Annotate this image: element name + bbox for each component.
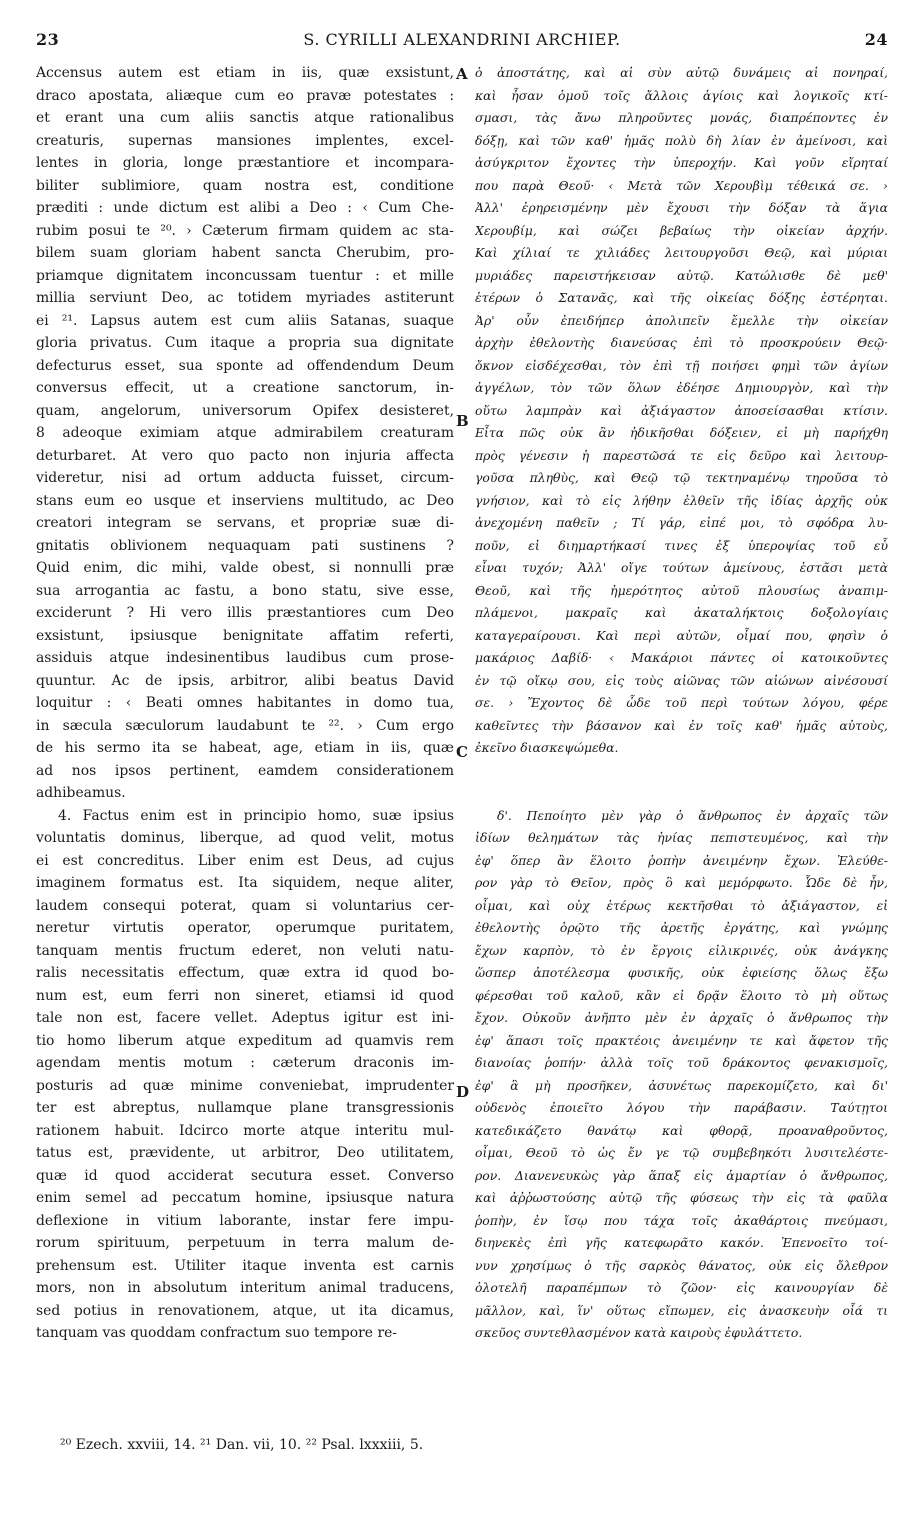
- text-line: ἔχων καρπὸν, τὸ ἐν ἔργοις εἰλικρινές, οὐκ ἀνάγκης: [475, 942, 888, 958]
- text-line: exciderunt ? Hi vero illis præstantiores cum Deo: [36, 605, 454, 621]
- text-line: ἀνεχομένη παθεῖν ; Τί γάρ, εἰπέ μοι, τὸ σφόδρα λυ-: [475, 515, 888, 530]
- text-line: mors, non in absolutum interitum animal traducens,: [36, 1280, 454, 1296]
- text-line: δόξῃ, καὶ τῶν καθ' ἡμᾶς πολὺ δὴ λίαν ἐν ἀμείνοσι, καὶ: [475, 132, 888, 148]
- text-line: ρον. Διανενευκὼς γὰρ ἅπαξ εἰς ἁμαρτίαν ὁ ἄνθρωπος,: [475, 1167, 888, 1183]
- text-line: ter est abreptus, nullamque plane transgressionis: [36, 1100, 454, 1116]
- text-line: καθεῖντες τὴν βάσανον καὶ ἐν τοῖς καθ' ἡμᾶς αὐτοὺς,: [475, 717, 888, 733]
- text-line: rorum spirituum, perpetuum in terra malum de-: [36, 1235, 454, 1251]
- text-line: διηνεκὲς ἐπὶ γῆς κατεφωρᾶτο κακόν. Ἐπενοεῖτο τοί-: [475, 1235, 888, 1250]
- text-line: adhibeamus.: [36, 785, 126, 801]
- greek-column: [475, 62, 888, 1345]
- text-line: ei est concreditus. Liber enim est Deus, ad cujus: [36, 852, 454, 869]
- text-line: posturis ad quæ minime conveniebat, imprudenter: [36, 1077, 454, 1094]
- text-line: σκεῦος συντεθλασμένον κατὰ καιροὺς ἐφυλάττετο.: [475, 1325, 803, 1340]
- text-line: rationem habuit. Idcirco morte atque interitu mul-: [36, 1122, 454, 1139]
- text-line: Ἀρ' οὖν ἐπειδήπερ ἀπολιπεῖν ἔμελλε τὴν οἰκείαν: [475, 312, 888, 328]
- text-line: Θεοῦ, καὶ τῆς ἡμερότητος αὐτοῦ πλουσίως ἀναπιμ-: [475, 582, 888, 598]
- running-header: [36, 30, 888, 54]
- text-line: conversus effecit, ut a creatione sanctorum, in-: [36, 380, 454, 396]
- text-line: tanquam vas quoddam confractum suo tempore re-: [36, 1325, 398, 1341]
- text-line: ὁλοτελῆ παραπέμπων τὸ ζῶον· εἰς καινουργίαν δὲ: [475, 1280, 888, 1295]
- text-line: de his sermo ita se habeat, age, etiam in iis, quæ: [36, 740, 454, 756]
- text-line: ἐφ' ἃ μὴ προσῆκεν, ἀσυνέτως παρεκομίζετο, καὶ δι': [475, 1077, 888, 1093]
- text-line: φέρεσθαι τοῦ καλοῦ, κἂν εἰ δρᾷν ἕλοιτο τὸ μὴ οὕτως: [475, 987, 888, 1003]
- text-line: ἰδίων θελημάτων τὰς ἡνίας πεπιστευμένος, καὶ τὴν: [475, 830, 888, 845]
- text-line: lentes in gloria, longe præstantiore et incompara-: [36, 155, 454, 171]
- text-line: ρον γὰρ τὸ Θεῖον, πρὸς ὃ καὶ μεμόρφωτο. Ὧδε δὲ ἦν,: [475, 875, 888, 890]
- text-line: ἀγγέλων, τὸν τῶν ὅλων ἐδέησε Δημιουργὸν, καὶ τὴν: [475, 380, 888, 395]
- text-line: defecturus esset, sua sponte ad offendendum Deum: [36, 357, 454, 374]
- text-line: ἐν τῷ οἴκῳ σου, εἰς τοὺς αἰῶνας τῶν αἰώνων αἰνέσουσί: [475, 672, 888, 688]
- text-line: οἶμαι, καὶ οὐχ ἑτέρως κεκτῆσθαι τὸ ἀξιάγαστον, εἰ: [475, 897, 888, 913]
- text-line: neretur virtutis operator, operumque puritatem,: [36, 920, 454, 936]
- text-line: præditi : unde dictum est alibi a Deo : ‹ Cum Che-: [36, 200, 454, 216]
- text-line: καὶ ἦσαν ὁμοῦ τοῖς ἄλλοις ἁγίοις καὶ λογικοῖς κτί-: [475, 87, 888, 103]
- text-line: καὶ ἀῤῥωστούσης αὐτῷ τῆς φύσεως τὴν εἰς τὰ φαῦλα: [475, 1190, 888, 1205]
- text-line: gloria privatus. Cum itaque a propria sua dignitate: [36, 335, 454, 351]
- margin-marker-c: C: [456, 743, 468, 761]
- text-line: ἑτέρων ὁ Σατανᾶς, καὶ τῆς οἰκείας δόξης ἐστέρηται.: [475, 290, 888, 305]
- text-line: creatori integram se servans, et propriæ suæ di-: [36, 515, 454, 531]
- text-line: Quid enim, dic mihi, valde obest, si nonnulli præ: [36, 560, 454, 576]
- text-line: rubim posui te ²⁰. › Cæterum firmam quidem ac sta-: [36, 222, 454, 239]
- page-number-left: 23: [36, 30, 60, 49]
- text-line: millia serviunt Deo, ac totidem myriades astiterunt: [36, 290, 454, 306]
- text-line: gnitatis oblivionem nequaquam pati sustinens ?: [36, 537, 454, 554]
- text-line: ἐφ' ἅπασι τοῖς πρακτέοις ἀνειμένην τε καὶ ἄφετον τῆς: [475, 1032, 888, 1048]
- text-line: creaturis, supernas mansiones implentes, excel-: [36, 132, 454, 149]
- text-line: καταγεραίρουσι. Καὶ περὶ αὐτῶν, οἶμαί που, φησὶν ὁ: [475, 627, 888, 643]
- text-line: loquitur : ‹ Beati omnes habitantes in domo tua,: [36, 695, 454, 711]
- text-line: ὁ ἀποστάτης, καὶ αἱ σὺν αὐτῷ δυνάμεις αἱ πονηραί,: [475, 65, 888, 80]
- text-line: agendam mentis motum : cæterum draconis im-: [36, 1055, 454, 1071]
- text-line: priamque dignitatem inconcussam tuentur : et mille: [36, 267, 454, 284]
- text-line: διανοίας ῥοπήν· ἀλλὰ τοῖς τοῦ δράκοντος φενακισμοῖς,: [475, 1055, 888, 1070]
- text-line: voluntatis dominus, liberque, ad quod velit, motus: [36, 830, 454, 846]
- text-line: ὄκνον εἰσδέχεσθαι, τὸν ἐπὶ τῇ ποιήσει φημὶ τῶν ἁγίων: [475, 357, 888, 373]
- text-line: assiduis atque indesinentibus laudibus cum prose-: [36, 650, 454, 666]
- page-number-right: 24: [864, 30, 888, 49]
- latin-column: [36, 62, 454, 1345]
- text-line: draco apostata, aliæque cum eo pravæ potestates :: [36, 87, 454, 104]
- text-line: μακάριος Δαβίδ· ‹ Μακάριοι πάντες οἱ κατοικοῦντες: [475, 650, 888, 665]
- text-line: quam, angelorum, universorum Opifex desisteret,: [36, 402, 454, 419]
- text-line: ἐθελοντὴς ὁρῷτο τῆς ἀρετῆς ἐργάτης, καὶ γνώμης: [475, 920, 888, 935]
- text-line: ἐφ' ὅπερ ἂν ἕλοιτο ῥοπὴν ἀνειμένην ἔχων. Ἐλεύθε-: [475, 852, 888, 868]
- text-line: γοῦσα πληθὺς, καὶ Θεῷ τῷ τεκτηναμένῳ τηροῦσα τὸ: [475, 470, 888, 485]
- text-line: enim semel ad peccatum homine, ipsiusque natura: [36, 1190, 454, 1206]
- text-line: ei ²¹. Lapsus autem est cum aliis Satanas, suaque: [36, 312, 454, 329]
- text-line: γνήσιον, καὶ τὸ εἰς λήθην ἐλθεῖν τῆς ἰδίας ἀρχῆς οὐκ: [475, 492, 888, 508]
- text-line: ῥοπὴν, ἐν ἴσῳ που τάχα τοῖς ἀκαθάρτοις πνεύμασι,: [475, 1212, 888, 1228]
- text-line: tio homo liberum atque expeditum ad quamvis rem: [36, 1032, 454, 1049]
- text-line: οὕτω λαμπρὰν καὶ ἀξιάγαστον ἀποσείσασθαι κτίσιν.: [475, 402, 888, 418]
- text-line: ἐκεῖνο διασκεψώμεθα.: [475, 740, 619, 755]
- text-line: biliter sublimiore, quam nostra est, conditione: [36, 177, 454, 194]
- text-line: ἀσύγκριτον ἔχοντες τὴν ὑπεροχήν. Καὶ γοῦν εἴρηταί: [475, 155, 888, 170]
- text-line: εἶναι τυχόν; Ἀλλ' οἴγε τούτων ἀμείνους, ἑστᾶσι μετὰ: [475, 560, 888, 575]
- text-line: κατεδικάζετο θανάτῳ καὶ φθορᾷ, προαναθροῦντος,: [475, 1122, 888, 1138]
- text-line: οἶμαι, Θεοῦ τὸ ὡς ἔν γε τῷ συμβεβηκότι λυσιτελέστε-: [475, 1145, 888, 1160]
- text-line: [475, 782, 888, 805]
- text-line: bilem suam gloriam habent sancta Cherubim, pro-: [36, 245, 454, 261]
- text-line: ralis necessitatis effectum, quæ extra id quod bo-: [36, 965, 454, 981]
- text-line: 4. Factus enim est in principio homo, suæ ipsius: [58, 807, 454, 824]
- text-line: μᾶλλον, καὶ, ἵν' οὕτως εἴπωμεν, εἰς ἀνασκευὴν οἷά τι: [475, 1302, 888, 1318]
- text-line: ἀρχὴν ἐθελοντὴς διανεύσας ἐπὶ τὸ προσκρούειν Θεῷ·: [475, 335, 888, 350]
- text-line: πλάμενοι, μακραῖς καὶ ἀκαταλήκτοις δοξολογίαις: [475, 605, 888, 620]
- text-line: tatus est, prævidente, ut arbitror, Deo utilitatem,: [36, 1145, 454, 1161]
- footnotes: ²⁰ Ezech. xxviii, 14. ²¹ Dan. vii, 10. ²² Psal. lxxxiii, 5.: [60, 1437, 424, 1453]
- text-line: μυριάδες παρειστήκεισαν αὐτῷ. Κατώλισθε δὲ μεθ': [475, 267, 888, 283]
- text-line: prehensum est. Utiliter itaque inventa est carnis: [36, 1257, 454, 1274]
- text-line: num est, eum ferri non sineret, etiamsi id quod: [36, 987, 454, 1004]
- margin-marker-a: A: [456, 65, 468, 83]
- text-line: et erant una cum aliis sanctis atque rationalibus: [36, 110, 454, 126]
- text-line: tanquam mentis fructum ederet, non veluti natu-: [36, 942, 454, 959]
- text-line: Χερουβίμ, καὶ σώζει βεβαίως τὴν οἰκείαν ἀρχήν.: [475, 222, 888, 238]
- running-title: S. CYRILLI ALEXANDRINI ARCHIEP.: [303, 30, 621, 49]
- text-line: imaginem formatus est. Ita siquidem, neque aliter,: [36, 875, 454, 891]
- text-line: σε. › Ἔχοντος δὲ ὧδε τοῦ περὶ τούτων λόγου, φέρε: [475, 695, 888, 710]
- text-line: Καὶ χίλιαί τε χιλιάδες λειτουργοῦσι Θεῷ, καὶ μύριαι: [475, 245, 888, 260]
- text-line: που παρὰ Θεοῦ· ‹ Μετὰ τῶν Χερουβὶμ τέθεικά σε. ›: [475, 177, 888, 193]
- text-line: sua arrogantia ac fastu, a bono statu, sive esse,: [36, 582, 454, 599]
- margin-marker-d: D: [456, 1083, 470, 1101]
- text-line: stans eum eo usque et inserviens multitudo, ac Deo: [36, 492, 454, 509]
- text-line: δ'. Πεποίητο μὲν γὰρ ὁ ἄνθρωπος ἐν ἀρχαῖς τῶν: [497, 807, 888, 823]
- text-line: exsistunt, ipsiusque benignitate affatim referti,: [36, 627, 454, 644]
- text-line: quuntur. Ac de ipsis, arbitror, alibi beatus David: [36, 672, 454, 689]
- text-line: 8 adeoque eximiam atque admirabilem creaturam: [36, 425, 454, 441]
- text-line: laudem consequi poterat, quam si voluntarius cer-: [36, 897, 454, 914]
- text-line: ὥσπερ ἀποτέλεσμα φυσικῆς, οὐκ ἐφιείσης ὅλως ἔξω: [475, 965, 888, 980]
- text-line: ἔχον. Οὐκοῦν ἀνῆπτο μὲν ἐν ἀρχαῖς ὁ ἄνθρωπος τὴν: [475, 1010, 888, 1025]
- text-line: ποῦν, εἰ διημαρτήκασί τινες ἐξ ὑπεροψίας τοῦ εὖ: [475, 537, 888, 553]
- text-line: deturbaret. At vero quo pacto non injuria affecta: [36, 447, 454, 464]
- text-line: ad nos ipsos pertinent, eamdem considerationem: [36, 762, 454, 779]
- text-line: [475, 760, 888, 783]
- text-line: Accensus autem est etiam in iis, quæ exsistunt,: [36, 65, 454, 81]
- text-line: νυν χρησίμως ὁ τῆς σαρκὸς θάνατος, οὐκ εἰς ὄλεθρον: [475, 1257, 888, 1273]
- text-line: πρὸς γένεσιν ἡ παρεστῶσά τε εἰς δεῦρο καὶ λειτουρ-: [475, 447, 888, 463]
- margin-marker-b: B: [456, 412, 469, 430]
- text-line: Ἀλλ' ἐρηρεισμένην μὲν ἔχουσι τὴν δόξαν τὰ ἅγια: [475, 200, 888, 215]
- text-line: videretur, nisi ad ortum adducta fuisset, circum-: [36, 470, 454, 486]
- text-line: οὐδενὸς ἐποιεῖτο λόγου τὴν παράβασιν. Ταύτῃτοι: [475, 1100, 888, 1115]
- text-line: tale non est, facere vellet. Adeptus igitur est ini-: [36, 1010, 454, 1026]
- text-line: sed potius in renovationem, atque, ut ita dicamus,: [36, 1302, 454, 1319]
- text-line: deflexione in vitium laborante, instar fere impu-: [36, 1212, 454, 1229]
- text-line: in sæcula sæculorum laudabunt te ²². › Cum ergo: [36, 717, 454, 734]
- text-line: quæ id quod acciderat secutura esset. Converso: [36, 1167, 454, 1184]
- text-line: Εἶτα πῶς οὐκ ἂν ἠδικῆσθαι δόξειεν, εἰ μὴ παρήχθη: [475, 425, 888, 440]
- text-line: σμασι, τὰς ἄνω πληροῦντες μονάς, διαπρέποντες ἐν: [475, 110, 888, 125]
